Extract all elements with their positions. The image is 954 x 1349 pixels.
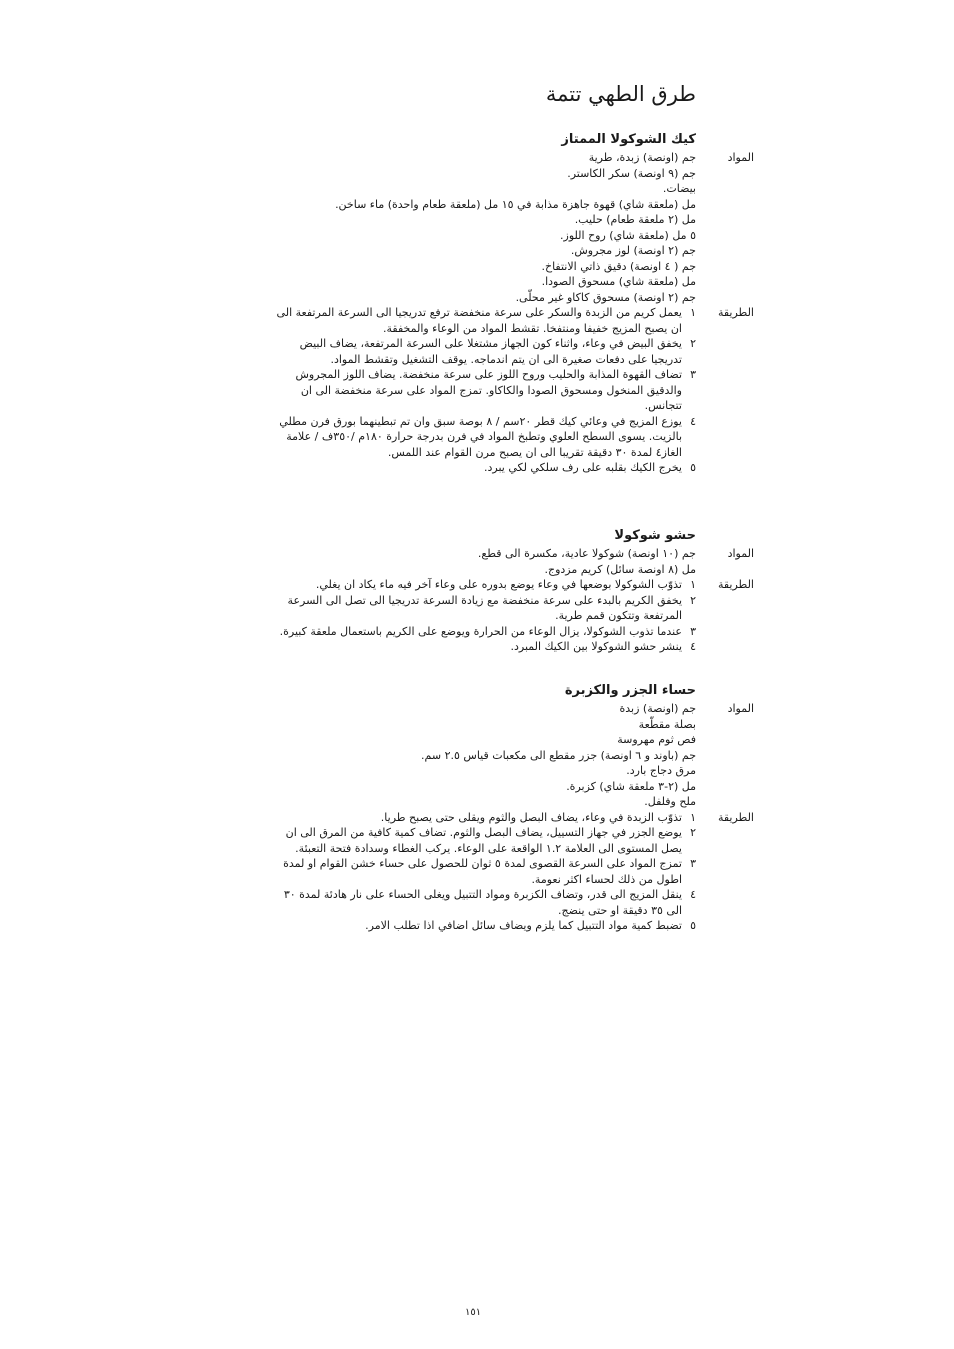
ingredient-item: مل (٨ اونصة سائل) كريم مزدوج. [544, 562, 696, 576]
step-number: ٣ [690, 368, 696, 381]
method-step [274, 336, 696, 367]
ingredients-label: المواد [727, 702, 754, 715]
ingredients-section [274, 701, 754, 810]
ingredient-item: جم (اونصة) زبدة، طرية [588, 151, 696, 164]
method-step [274, 918, 696, 934]
ingredient-item: فص ثوم مهروسة [617, 733, 696, 746]
method-step [274, 593, 696, 624]
step-text: يخرج الكيك بقلبه على رف سلكي لكي يبرد. [484, 461, 682, 474]
step-number: ٥ [690, 919, 696, 932]
method-step [274, 887, 696, 918]
page-title: طرق الطهي تتمة [545, 82, 696, 106]
recipe-title: حساء الجزر والكزبرة [564, 683, 696, 698]
ingredient-item: مل (٢-٣ ملعقة شاي) كزبرة. [566, 779, 696, 793]
ingredients-section [274, 150, 754, 305]
ingredient-item: مل (ملعقة شاي) قهوة جاهزة مذابة في ١٥ مل (ملعقة طعام واحدة) ماء ساخن. [335, 197, 696, 211]
step-number: ١ [690, 578, 696, 591]
recipe-title: حشو شوكولا [614, 528, 696, 543]
step-text: تضاف القهوة المذابة والحليب وروح اللوز على سرعة منخفضة. يضاف اللوز المجروش والدقيق المنخول ومسحوق الصودا والكاكاو. تمزج المواد على سرعة منخفضة الى ان تتجانس. [295, 368, 682, 412]
recipe-chocolate-filling [274, 526, 754, 655]
method-label: الطريقة [717, 306, 754, 319]
ingredients-section [274, 546, 754, 577]
step-text: ينقل المزيج الى قدر، وتضاف الكزبرة ومواد التتبيل ويغلى الحساء على نار هادئة لمدة ٣٠ الى ٣٥ دقيقة او حتى ينضج. [283, 888, 682, 917]
ingredient-item: جم (٢ اونصة) مسحوق كاكاو غير محلّى. [515, 290, 696, 304]
step-text: يوضع الجزر في جهاز التسييل، يضاف البصل والثوم. تضاف كمية كافية من المرق الى ان يصل المستوى الى العلامة ١.٢ الواقعة على الوعاء. يركب الغطاء وسدادة فتحة التعبئة. [285, 826, 682, 855]
step-text: تذوّب الشوكولا بوضعها في وعاء يوضع بدوره على وعاء آخر فيه ماء يكاد ان يغلي. [315, 578, 682, 591]
method-step [274, 810, 696, 826]
step-text: تمزج المواد على السرعة القصوى لمدة ٥ ثوان للحصول على حساء خشن القوام او لمدة اطول من ذلك لحساء اكثر نعومة. [283, 857, 682, 886]
ingredient-item: ملح وفلفل. [644, 795, 696, 808]
ingredient-item: بصلة مقطّعة [638, 717, 696, 731]
step-number: ٢ [690, 337, 696, 350]
ingredient-item: جم (٩ اونصة) سكر الكاستر. [567, 166, 696, 180]
step-text: يعمل كريم من الزبدة والسكر على سرعة منخفضة ترفع تدريجيا الى السرعة المرتفعة الى ان يصبح المزيج خفيفا ومنتفخا. تقشط المواد من الوعاء والمخفقة. [276, 306, 682, 335]
method-section [274, 305, 754, 476]
step-text: يوزع المزيج في وعائي كيك قطر ٢٠سم / ٨ بوصة سبق وان تم تبطينهما بورق فرن مطلي بالزيت. يسوى السطح العلوي وتطبخ المواد في فرن بدرجة حرارة ١٨٠م /٣٥٠ف / علامة الغاز٤ لمدة ٣٠ دقيقة تقريبا الى ان يصبح مرن القوام عند اللمس. [279, 414, 682, 459]
recipe-carrot-coriander-soup [274, 681, 754, 934]
ingredient-item: ٥ مل (ملعقة شاي) روح اللوز. [560, 228, 696, 242]
recipe-chocolate-cake [274, 130, 754, 476]
step-number: ١ [690, 306, 696, 319]
method-step [274, 414, 696, 461]
step-number: ٤ [690, 888, 696, 901]
step-text: تضبط كمية مواد التتبيل كما يلزم ويضاف سائل اضافي اذا تطلب الامر. [365, 919, 682, 932]
ingredients-label: المواد [727, 547, 754, 560]
method-section [274, 577, 754, 655]
ingredient-item: مل (ملعقة شاي) مسحوق الصودا. [541, 275, 696, 288]
step-number: ٤ [690, 640, 696, 653]
ingredient-item: بيضات. [662, 182, 696, 195]
method-section [274, 810, 754, 934]
ingredients-label: المواد [727, 151, 754, 164]
step-number: ٣ [690, 624, 696, 638]
ingredient-item: جم (٢ اونصة) لوز مجروش. [570, 244, 696, 257]
method-step [274, 460, 696, 476]
step-number: ٤ [690, 414, 696, 428]
method-step [274, 367, 696, 414]
method-label: الطريقة [717, 578, 754, 591]
ingredient-item: جم (١٠ اونصة) شوكولا عادية، مكسرة الى قطع. [477, 547, 696, 560]
method-step [274, 305, 696, 336]
step-number: ١ [690, 810, 696, 824]
method-step [274, 639, 696, 655]
step-number: ٣ [690, 857, 696, 870]
ingredient-item: جم (باوند و ٦ اونصة) جزر مقطع الى مكعبات قياس ٢.٥ سم. [421, 748, 696, 762]
ingredient-item: جم ( ٤ اونصة) دقيق ذاتي الانتفاخ. [541, 259, 696, 273]
method-step [274, 624, 696, 640]
recipe-title: كيك الشوكولا الممتاز [561, 132, 696, 147]
step-text: يخفق البيض في وعاء، واثناء كون الجهاز مشتغلا على السرعة المرتفعة، يضاف البيض تدريجيا على دفعات صغيرة الى ان يتم اندماجه. يوقف التشغيل وتقشط المواد. [299, 337, 682, 366]
method-step [274, 856, 696, 887]
step-text: ينشر حشو الشوكولا بين الكيك المبرد. [510, 640, 682, 653]
ingredient-item: جم (اونصة) زبدة [619, 702, 696, 715]
step-number: ٢ [690, 826, 696, 839]
step-number: ٢ [690, 593, 696, 607]
ingredient-item: مرق دجاج بارد. [626, 764, 696, 777]
ingredient-item: مل (٢ ملعقة طعام) حليب. [574, 213, 696, 226]
step-number: ٥ [690, 461, 696, 474]
step-text: تذوّب الزبدة في وعاء، يضاف البصل والثوم ويقلى حتى يصبح طريا. [380, 810, 682, 824]
method-step [274, 825, 696, 856]
page-number: ١٥١ [465, 1307, 482, 1318]
step-text: يخفق الكريم بالبدء على سرعة منخفضة مع زيادة السرعة تدريجيا الى تصل الى السرعة المرتفعة وتتكون قمم طرية. [287, 593, 682, 622]
step-text: عندما تذوب الشوكولا، يزال الوعاء من الحرارة ويوضع على الكريم باستعمال ملعقة كبيرة. [279, 624, 682, 638]
method-label: الطريقة [717, 810, 754, 824]
method-step [274, 577, 696, 593]
